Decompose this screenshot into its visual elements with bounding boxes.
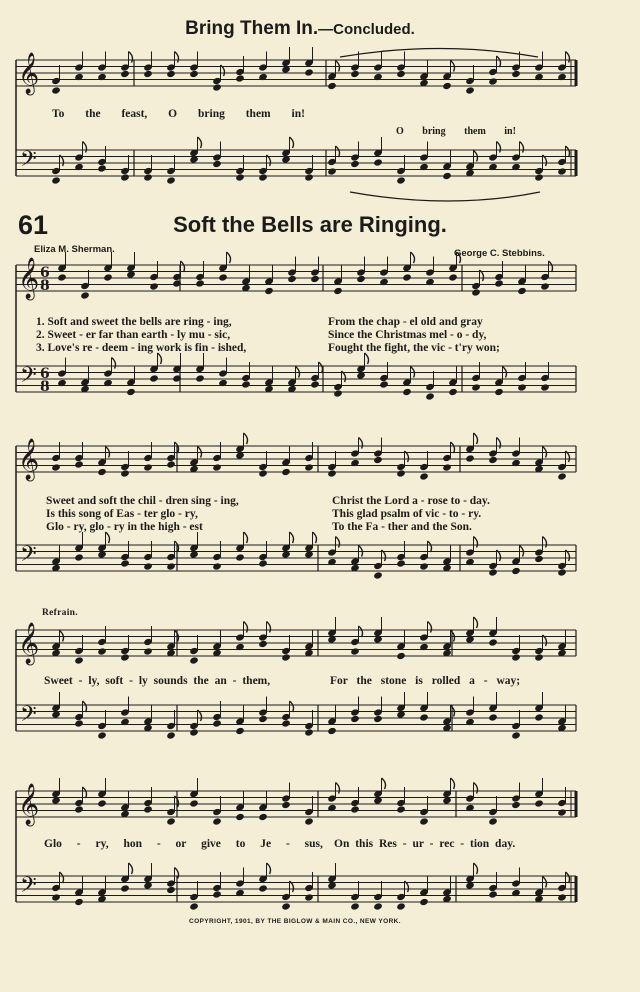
note-head	[143, 173, 153, 181]
note-head	[373, 571, 383, 579]
note-head	[534, 173, 544, 181]
note-flag	[566, 146, 570, 157]
refrain-line-2b: On this Res - ur - rec - tion day.	[334, 838, 516, 850]
note-head	[396, 176, 406, 184]
note-head	[471, 288, 481, 296]
note-flag	[336, 783, 340, 794]
note-head	[557, 893, 567, 901]
note-head	[396, 902, 406, 910]
bass-clef-icon: 𝄢	[20, 702, 37, 732]
note-head	[143, 805, 153, 813]
note-flag	[474, 783, 478, 794]
treble-clef-icon: 𝄞	[18, 258, 40, 299]
note-head	[396, 469, 406, 477]
note-head	[120, 469, 130, 477]
note-head	[258, 469, 268, 477]
note-head	[166, 176, 176, 184]
note-head	[442, 172, 452, 180]
note-head	[212, 160, 222, 168]
note-head	[57, 273, 67, 281]
note-head	[126, 388, 136, 396]
note-head	[557, 568, 567, 576]
note-head	[304, 817, 314, 825]
note-head	[396, 559, 406, 567]
note-head	[166, 70, 176, 78]
note-head	[488, 77, 498, 85]
note-head	[488, 456, 498, 464]
note-flag	[129, 863, 133, 874]
verse-1-line-c: Sweet and soft the chil - dren sing - ing,	[46, 495, 239, 507]
note-head	[166, 817, 176, 825]
note-head	[471, 383, 481, 391]
note-flag	[451, 778, 455, 789]
note-head	[511, 653, 521, 661]
note-head	[419, 713, 429, 721]
note-flag	[175, 52, 179, 63]
note-head	[51, 86, 61, 94]
note-flag	[520, 142, 524, 153]
note-head	[258, 715, 268, 723]
bass-clef-icon: 𝄢	[20, 873, 37, 903]
time-signature-numerator: 6	[40, 265, 50, 281]
note-head	[281, 653, 291, 661]
note-head	[97, 799, 107, 807]
note-head	[448, 388, 458, 396]
treble-clef-icon: 𝄞	[18, 784, 40, 825]
note-flag	[497, 56, 501, 67]
note-flag	[428, 622, 432, 633]
note-flag	[267, 622, 271, 633]
note-flag	[474, 863, 478, 874]
note-flag	[181, 261, 185, 272]
note-head	[195, 374, 205, 382]
note-head	[304, 173, 314, 181]
note-head	[120, 559, 130, 567]
note-head	[373, 158, 383, 166]
note-head	[534, 555, 544, 563]
note-head	[241, 380, 251, 388]
note-head	[540, 383, 550, 391]
note-flag	[129, 52, 133, 63]
note-flag	[382, 778, 386, 789]
note-head	[327, 167, 337, 175]
note-head	[488, 890, 498, 898]
tie-arc	[350, 192, 540, 201]
note-flag	[365, 353, 369, 364]
verse-3-line-a: 3. Love's re - deem - ing work is fin - ished,	[36, 342, 247, 354]
note-flag	[290, 701, 294, 712]
note-head	[425, 392, 435, 400]
note-head	[281, 468, 291, 476]
note-flag	[112, 358, 116, 369]
bass-clef-icon: 𝄢	[20, 147, 37, 177]
note-head	[74, 805, 84, 813]
note-head	[488, 817, 498, 825]
note-head	[419, 562, 429, 570]
note-flag	[474, 617, 478, 628]
note-flag	[106, 532, 110, 543]
note-head	[442, 463, 452, 471]
note-head	[350, 715, 360, 723]
note-head	[350, 70, 360, 78]
note-head	[494, 388, 504, 396]
note-head	[281, 719, 291, 727]
lyric-line: O bring them in!	[396, 126, 516, 137]
composer-credit: George C. Stebbins.	[454, 248, 545, 259]
note-head	[333, 287, 343, 295]
note-head	[540, 282, 550, 290]
time-signature-numerator: 6	[40, 366, 50, 382]
verse-2-line-a: 2. Sweet - er far than earth - ly mu - sic,	[36, 329, 231, 341]
note-head	[488, 713, 498, 721]
note-flag	[244, 532, 248, 543]
note-flag	[566, 872, 570, 883]
note-head	[465, 454, 475, 462]
continued-title-text: Bring Them In.	[185, 18, 319, 39]
note-head	[120, 70, 130, 78]
note-head	[74, 553, 84, 561]
note-head	[511, 801, 521, 809]
note-head	[51, 463, 61, 471]
note-flag	[244, 433, 248, 444]
lyricist-credit: Eliza M. Sherman.	[34, 244, 115, 255]
refrain-line-1a: Sweet - ly, soft - ly sounds the an - them,	[44, 675, 271, 687]
note-head	[350, 160, 360, 168]
verse-3-line-b: Fought the fight, the vic - t'ry won;	[328, 342, 500, 354]
verse-3-line-c: Glo - ry, glo - ry in the high - est	[46, 521, 203, 533]
refrain-label: Refrain.	[42, 608, 78, 618]
note-head	[258, 813, 268, 821]
bass-clef-icon: 𝄢	[20, 363, 37, 393]
verse-2-line-b: Since the Christmas mel - o - dy,	[328, 329, 487, 341]
note-head	[327, 82, 337, 90]
note-head	[264, 287, 274, 295]
note-head	[97, 731, 107, 739]
note-flag	[227, 252, 231, 263]
note-flag	[290, 137, 294, 148]
note-flag	[336, 146, 340, 157]
verse-3-line-d: To the Fa - ther and the Son.	[332, 521, 472, 533]
note-head	[304, 68, 314, 76]
note-head	[419, 817, 429, 825]
note-head	[74, 898, 84, 906]
note-head	[304, 463, 314, 471]
verse-2-line-d: This glad psalm of vic - to - ry.	[332, 508, 482, 520]
verse-1-line-a: 1. Soft and sweet the bells are ring - ing,	[36, 316, 232, 328]
note-head	[235, 173, 245, 181]
note-head	[419, 472, 429, 480]
note-head	[442, 82, 452, 90]
note-flag	[428, 541, 432, 552]
note-flag	[83, 142, 87, 153]
note-head	[51, 893, 61, 901]
note-head	[373, 715, 383, 723]
note-head	[511, 70, 521, 78]
note-flag	[198, 137, 202, 148]
note-head	[189, 799, 199, 807]
treble-clef-icon: 𝄞	[18, 53, 40, 94]
note-head	[419, 898, 429, 906]
note-head	[350, 902, 360, 910]
treble-clef-icon: 𝄞	[18, 623, 40, 664]
note-head	[166, 562, 176, 570]
note-flag	[158, 353, 162, 364]
bass-clef-icon: 𝄢	[20, 542, 37, 572]
note-flag	[359, 626, 363, 637]
note-head	[189, 902, 199, 910]
time-signature-denominator: 8	[40, 278, 50, 294]
note-head	[258, 173, 268, 181]
verse-1-line-d: Christ the Lord a - rose to - day.	[332, 495, 490, 507]
hymn-number: 61	[18, 210, 49, 240]
note-head	[402, 388, 412, 396]
note-head	[379, 380, 389, 388]
note-head	[166, 731, 176, 739]
note-head	[212, 817, 222, 825]
tie-arc	[340, 49, 538, 58]
time-signature-denominator: 8	[40, 379, 50, 395]
note-head	[310, 275, 320, 283]
note-flag	[313, 532, 317, 543]
note-head	[534, 799, 544, 807]
refrain-line-1b: For the stone is rolled a - way;	[330, 675, 521, 687]
note-head	[97, 468, 107, 476]
note-flag	[83, 701, 87, 712]
note-head	[350, 647, 360, 655]
note-head	[511, 567, 521, 575]
note-flag	[83, 787, 87, 798]
note-head	[103, 273, 113, 281]
note-head	[517, 287, 527, 295]
note-flag	[290, 532, 294, 543]
note-head	[212, 463, 222, 471]
note-head	[327, 469, 337, 477]
note-head	[149, 374, 159, 382]
note-head	[511, 731, 521, 739]
note-flag	[411, 252, 415, 263]
note-head	[189, 656, 199, 664]
note-head	[258, 640, 268, 648]
note-head	[327, 727, 337, 735]
note-flag	[319, 362, 323, 373]
note-head	[373, 902, 383, 910]
refrain-line-2a: Glo - ry, hon - or give to Je - sus,	[44, 838, 323, 850]
note-flag	[451, 442, 455, 453]
note-head	[120, 653, 130, 661]
note-head	[310, 380, 320, 388]
note-head	[218, 273, 228, 281]
note-head	[396, 805, 406, 813]
note-head	[235, 813, 245, 821]
note-head	[557, 472, 567, 480]
note-flag	[60, 872, 64, 883]
copyright-notice: COPYRIGHT, 1901, BY THE BIGLOW & MAIN CO., NEW YORK.	[189, 918, 401, 925]
note-head	[281, 801, 291, 809]
verse-2-line-c: Is this song of Eas - ter glo - ry,	[46, 508, 198, 520]
note-head	[235, 727, 245, 735]
note-head	[304, 893, 314, 901]
note-flag	[543, 537, 547, 548]
note-flag	[474, 537, 478, 548]
continued-subtitle: —Concluded.	[318, 21, 415, 38]
note-head	[143, 647, 153, 655]
note-head	[74, 719, 84, 727]
note-flag	[267, 863, 271, 874]
note-head	[350, 805, 360, 813]
note-head	[402, 273, 412, 281]
note-head	[488, 638, 498, 646]
note-head	[212, 83, 222, 91]
note-flag	[336, 537, 340, 548]
note-head	[396, 70, 406, 78]
note-head	[258, 884, 268, 892]
note-head	[120, 173, 130, 181]
note-head	[212, 719, 222, 727]
note-flag	[359, 438, 363, 449]
note-head	[488, 568, 498, 576]
note-head	[143, 562, 153, 570]
note-head	[51, 176, 61, 184]
note-head	[189, 728, 199, 736]
note-head	[448, 273, 458, 281]
note-flag	[244, 622, 248, 633]
treble-clef-icon: 𝄞	[18, 439, 40, 480]
note-head	[534, 653, 544, 661]
note-head	[287, 275, 297, 283]
note-head	[97, 647, 107, 655]
note-head	[212, 890, 222, 898]
note-head	[465, 86, 475, 94]
note-head	[143, 70, 153, 78]
note-head	[166, 460, 176, 468]
note-head	[235, 74, 245, 82]
note-flag	[497, 438, 501, 449]
note-flag	[497, 142, 501, 153]
note-head	[494, 279, 504, 287]
note-flag	[549, 261, 553, 272]
note-flag	[474, 433, 478, 444]
note-head	[557, 167, 567, 175]
note-flag	[566, 52, 570, 63]
note-head	[396, 652, 406, 660]
note-head	[80, 291, 90, 299]
note-flag	[457, 252, 461, 263]
note-head	[373, 456, 383, 464]
note-head	[189, 70, 199, 78]
note-head	[258, 559, 268, 567]
note-head	[143, 463, 153, 471]
note-head	[333, 389, 343, 397]
note-head	[304, 728, 314, 736]
note-head	[74, 656, 84, 664]
note-head	[517, 383, 527, 391]
verse-1-line-b: From the chap - el old and gray	[328, 316, 483, 328]
note-head	[281, 902, 291, 910]
note-head	[74, 460, 84, 468]
note-head	[97, 164, 107, 172]
note-head	[534, 713, 544, 721]
note-head	[195, 279, 205, 287]
note-head	[166, 886, 176, 894]
note-head	[356, 275, 366, 283]
lyric-line: To the feast, O bring them in!	[52, 108, 305, 120]
note-head	[557, 808, 567, 816]
note-head	[235, 553, 245, 561]
note-head	[120, 884, 130, 892]
hymn-title: Soft the Bells are Ringing.	[173, 212, 447, 237]
note-head	[149, 282, 159, 290]
note-head	[212, 562, 222, 570]
